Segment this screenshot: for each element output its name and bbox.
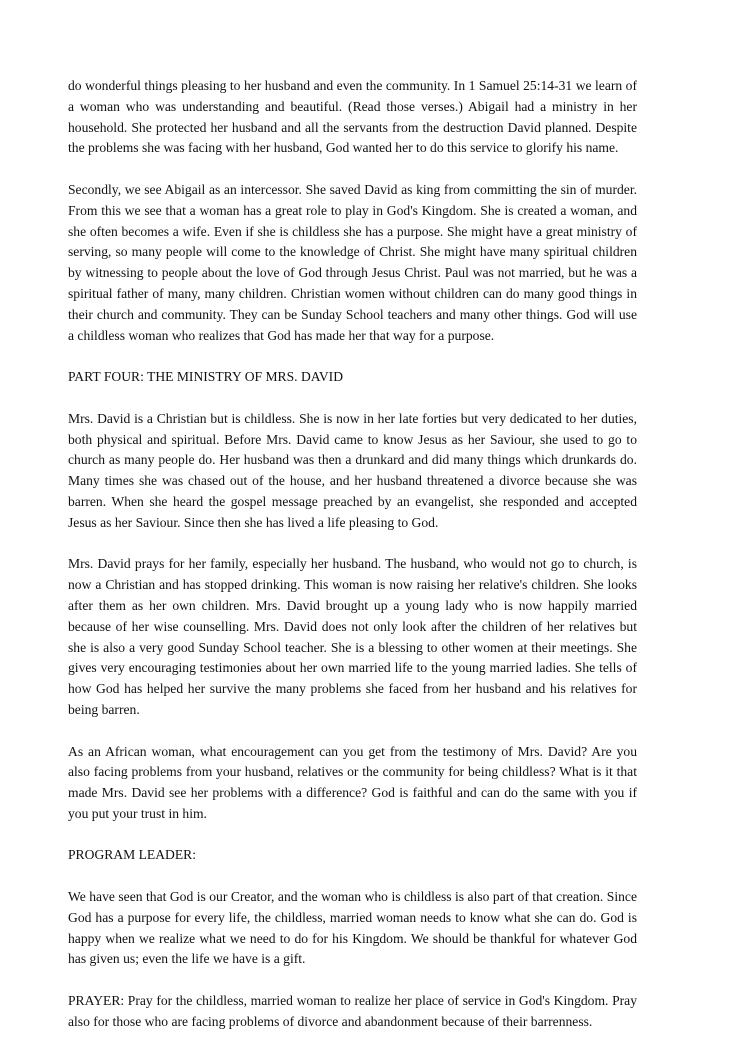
- paragraph-program-leader: We have seen that God is our Creator, and the woman who is childless is also part of that creation. Since God has a purpose for every life, the childless, married woman needs to know what she can do. God is happy when we realize what we need to do for his Kingdom. We should be thankful for whatever God has given us; even the life we have is a gift.: [68, 889, 637, 967]
- paragraph-mrs-david-intro: Mrs. David is a Christian but is childless. She is now in her late forties but very dedicated to her duties, both physical and spiritual. Before Mrs. David came to know Jesus as her Saviour, she used to go to church as many people do. Her husband was then a drunkard and did many things which drunkards do. Many times she was chased out of the house, and her husband threatened a divorce because she was barren. When she heard the gospel message preached by an evangelist, she responded and accepted Jesus as her Saviour. Since then she has lived a life pleasing to God.: [68, 410, 637, 530]
- heading-part-four: PART FOUR: THE MINISTRY OF MRS. DAVID: [68, 369, 344, 385]
- heading-program-leader: PROGRAM LEADER:: [68, 847, 197, 863]
- paragraph-abigail-intercessor: Secondly, we see Abigail as an intercessor. She saved David as king from committing the sin of murder. From this we see that a woman has a great role to play in God's Kingdom. She is created a woman, and she often becomes a wife. Even if she is childless she has a purpose. She might have a great ministry of serving, so many people will come to the knowledge of Christ. She might have many spiritual children by witnessing to people about the love of God through Jesus Christ. Paul was not married, but he was a spiritual father of many, many children. Christian women without children can do many good things in their church and community. They can be Sunday School teachers and many other things. God will use a childless woman who realizes that God has made her that way for a purpose.: [68, 181, 637, 343]
- paragraph-abigail-wise: do wonderful things pleasing to her husband and even the community. In 1 Samuel 25:14-31 we learn of a woman who was understanding and beautiful. (Read those verses.) Abigail had a ministry in her household. She protected her husband and all the servants from the destruction David planned. Despite the problems she was facing with her husband, God wanted her to do this service to glorify his name.: [68, 78, 637, 156]
- paragraph-prayer: PRAYER: Pray for the childless, married woman to realize her place of service in God's Kingdom. Pray also for those who are facing problems of divorce and abandonment because of their barrenness.: [68, 993, 637, 1029]
- paragraph-discussion-questions: As an African woman, what encouragement can you get from the testimony of Mrs. David? Are you also facing problems from your husband, relatives or the community for being childless? What is it that made Mrs. David see her problems with a difference? God is faithful and can do the same with you if you put your trust in him.: [68, 743, 637, 821]
- document-page: [68, 76, 637, 1053]
- paragraph-mrs-david-ministry: Mrs. David prays for her family, especially her husband. The husband, who would not go to church, is now a Christian and has stopped drinking. This woman is now raising her relative's children. She looks after them as her own children. Mrs. David brought up a young lady who is now happily married because of her wise counselling. Mrs. David does not only look after the children of her relatives but she is also a very good Sunday School teacher. She is a blessing to other women at their meetings. She gives very encouraging testimonies about her own married life to the young married ladies. She tells of how God has helped her survive the many problems she faced from her husband and his relatives for being barren.: [68, 556, 637, 717]
